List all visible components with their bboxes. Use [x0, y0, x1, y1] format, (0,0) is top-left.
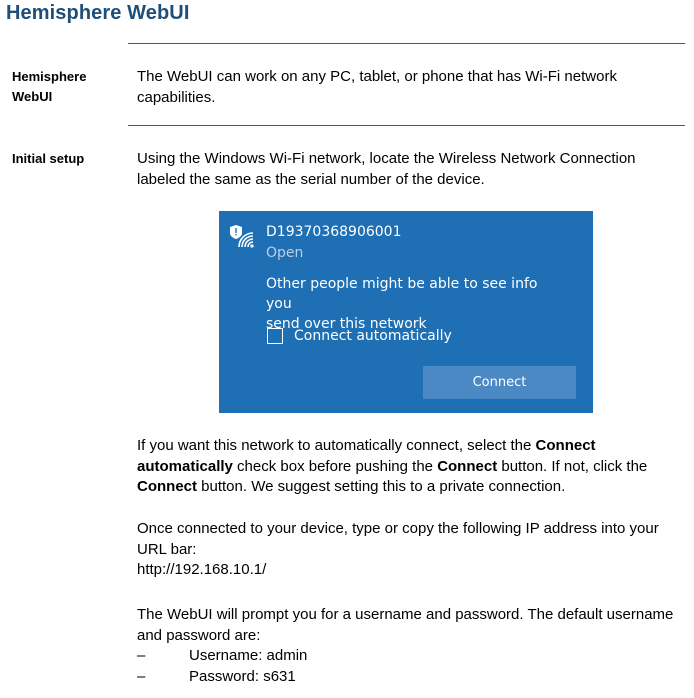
text-run: check box before pushing the: [232, 457, 438, 475]
bullet-dash: –: [137, 667, 146, 685]
ip-address: http://192.168.10.1/: [137, 561, 267, 578]
list-item: [137, 646, 682, 667]
text-run: button. We suggest setting this to a private connection.: [197, 478, 566, 495]
bullet-dash: –: [137, 647, 146, 664]
connect-automatically-checkbox[interactable]: [267, 328, 283, 344]
wifi-shield-warning-icon: [229, 223, 255, 249]
warning-line: send over this network: [266, 316, 427, 332]
password-value: Password: s631: [189, 667, 296, 685]
section-body-hemisphere-webui: [137, 67, 682, 108]
username-value: Username: admin: [189, 647, 308, 664]
section-label-initial-setup: Initial setup: [12, 151, 85, 166]
section-divider: [128, 43, 685, 44]
text-run: button. If not, click the: [497, 457, 648, 475]
credentials-instructions: [137, 605, 682, 687]
webui-description: The WebUI can work on any PC, tablet, or phone that has Wi-Fi network capabilities.: [137, 68, 617, 106]
text-run: If you want this network to automatically connect, select the: [137, 437, 536, 454]
credentials-paragraph: The WebUI will prompt you for a username and password. The default username and password are:: [137, 606, 674, 644]
wifi-ssid[interactable]: D19370368906001: [266, 224, 402, 240]
connect-emphasis: Connect: [137, 478, 197, 495]
ip-paragraph: Once connected to your device, type or copy the following IP address into your URL bar:: [137, 520, 659, 558]
list-item: [137, 667, 682, 688]
connect-automatically-option[interactable]: [267, 328, 452, 344]
connect-emphasis: Connect: [437, 457, 498, 475]
section-divider: [128, 125, 685, 126]
connect-paragraph: [137, 436, 682, 498]
wifi-privacy-warning: [266, 274, 566, 334]
document-title: Hemisphere WebUI: [6, 2, 190, 24]
wifi-instructions: Using the Windows Wi-Fi network, locate the Wireless Network Connection labeled the same as the serial number of the device.: [137, 150, 636, 188]
connect-button[interactable]: Connect: [423, 366, 576, 399]
wifi-security-status: Open: [266, 245, 304, 261]
wifi-network-flyout-image: [219, 211, 593, 413]
connect-automatically-emphasis: Connect automatically: [137, 437, 596, 475]
warning-line: Other people might be able to see info you: [266, 276, 538, 312]
connect-instructions: [137, 436, 682, 498]
initial-setup-intro: [137, 149, 682, 190]
connect-automatically-label: Connect automatically: [294, 328, 452, 344]
section-label-hemisphere-webui: Hemisphere WebUI: [12, 69, 87, 104]
ip-instructions: [137, 519, 682, 581]
